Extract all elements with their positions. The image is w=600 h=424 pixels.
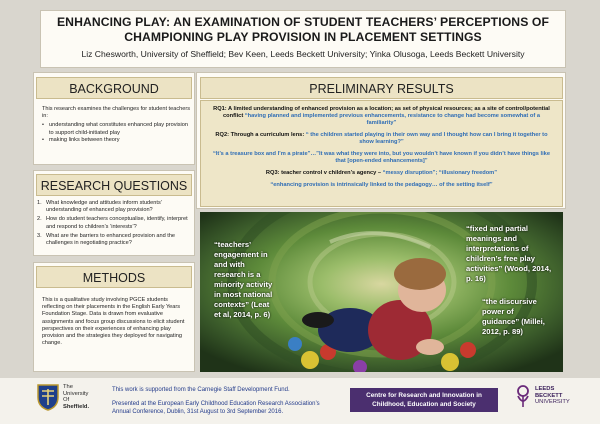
sheffield-logo-text: The University Of Sheffield. [63,384,90,410]
background-bullet: • understanding what constitutes enhanced play provision to support child-initiated play [42,122,189,136]
photo-quote-right-top: “fixed and partial meanings and interpretations of children’s free play activities” (Wood, 2014, p. 16) [466,224,552,283]
poster-header [40,10,566,68]
footer-support: This work is supported from the Carnegie Staff Development Fund. Presented at the European Early Childhood Education Research Association’s Annual Conference, Dublin, 31st August to 3rd September 2016. [112,387,320,415]
cric-banner: Centre for Research and Innovation in Childhood, Education and Society [350,388,498,412]
results-title: PRELIMINARY RESULTS [200,77,563,99]
research-question-item: 3. What are the barriers to enhanced provision and the challenges in negotiating practice? [37,232,176,247]
leeds-beckett-crest-icon [514,384,532,408]
research-question-item: 2. How do student teachers conceptualise, identify, interpret and respond to children’s ‘interests’? [37,216,188,230]
photo-quote-left: “teachers’ engagement in and with research is a minority activity in most national contexts” (Leat et al, 2014, p. 6) [214,240,273,319]
results-rq2: RQ2: Through a curriculum lens: “ the children started playing in their own way and I thought how can I bring it together to show learning?” [215,132,548,145]
sheffield-crest-icon [36,383,60,411]
poster-authors: Liz Chesworth, University of Sheffield; Bev Keen, Leeds Beckett University; Yinka Olusoga, Leeds Beckett University [81,49,525,59]
background-bullet: • making links between theory [42,136,120,143]
poster-title-line2: CHAMPIONING PLAY PROVISION IN PLACEMENT SETTINGS [124,30,482,44]
poster-title-line1: ENHANCING PLAY: AN EXAMINATION OF STUDENT TEACHERS’ PERCEPTIONS OF [56,15,550,29]
methods-body: This is a qualitative study involving PGCE students reflecting on their placements in the English Early Years Foundation Stage. Data is drawn from evaluative assignments and focus group discussions to elicit student perspectives on their experiences of enhancing play provision and the strategies they deployed for navigating change. [42,297,185,347]
research-questions-title: RESEARCH QUESTIONS [36,174,192,196]
play-tunnel-photo [200,212,563,372]
results-content [200,100,563,207]
background-title: BACKGROUND [36,77,192,99]
background-body [42,106,190,144]
background-intro: This research examines the challenges for student teachers in: [42,106,191,120]
poster-footer [0,378,600,424]
results-rq3: RQ3: teacher control v children’s agency – “messy disruption”; “illusionary freedom” [265,170,498,176]
leeds-beckett-logo-text: LEEDS BECKETT UNIVERSITY [535,386,570,406]
results-rq1: RQ1: A limited understanding of enhanced provision as a location; as set of physical resources; as a site of control/potential conflict “having planned and implemented previous enhancements, resistance to change had become somewhat of a familiarity” [213,106,550,126]
results-rq3-quote: “enhancing provision is intrinsically linked to the pedagogy… of the setting itself” [270,182,493,188]
methods-title: METHODS [36,266,192,288]
photo-quote-right-bottom: “the discursive power of guidance” (Millei, 2012, p. 89) [482,297,545,336]
research-question-item: 1. What knowledge and attitudes inform students’ understanding of enhanced play provision? [37,200,162,214]
results-rq2-quote: “It’s a treasure box and I’m a pirate”…”It was what they were into, but you wouldn’t have known if you didn’t have things like that [open-ended enhancements]” [213,151,550,164]
research-questions-list [37,200,193,247]
